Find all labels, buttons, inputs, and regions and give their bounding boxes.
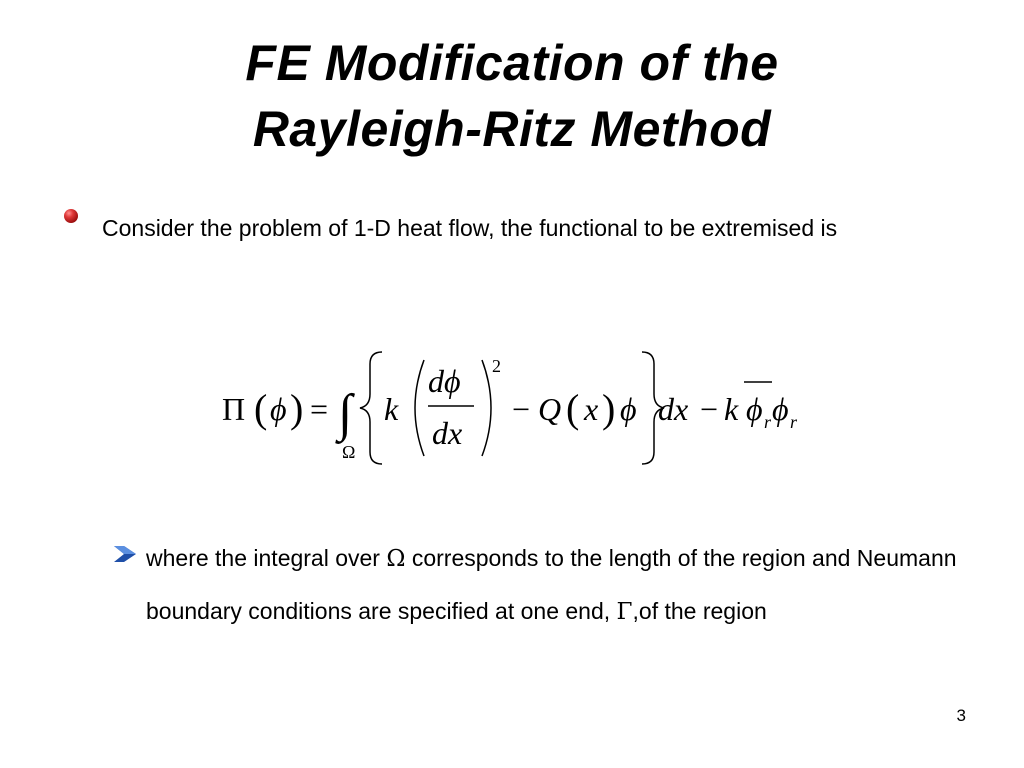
eq-paren-close: ) bbox=[290, 386, 304, 431]
eq-big-paren-left bbox=[415, 360, 424, 456]
title-line-1: FE Modification of the bbox=[245, 35, 779, 91]
gamma-symbol: Γ bbox=[616, 599, 633, 625]
eq-denominator: dx bbox=[432, 415, 463, 451]
omega-symbol: Ω bbox=[386, 546, 406, 572]
eq-phi-2: ϕ bbox=[620, 391, 637, 427]
eq-k-2: k bbox=[724, 391, 739, 427]
eq-subscript-r-2: r bbox=[790, 412, 798, 432]
sub-text-part-2: corresponds to the length of the region and Neumann boundary conditions are specified at one end, bbox=[146, 545, 957, 624]
eq-exponent: 2 bbox=[492, 356, 501, 376]
eq-phi-3: ϕ bbox=[772, 391, 789, 427]
page-number: 3 bbox=[956, 706, 966, 725]
eq-equals: = bbox=[310, 391, 329, 427]
eq-x: x bbox=[584, 391, 599, 427]
eq-k: k bbox=[384, 391, 399, 427]
title-line-2: Rayleigh-Ritz Method bbox=[252, 101, 772, 157]
eq-subscript-r-1: r bbox=[764, 412, 772, 432]
eq-numerator: dϕ bbox=[428, 363, 461, 399]
eq-phi-bar: ϕ bbox=[746, 391, 763, 427]
eq-q-paren-close: ) bbox=[602, 386, 616, 431]
eq-pi: Π bbox=[222, 391, 246, 427]
eq-minus-2: − bbox=[700, 391, 719, 427]
eq-integral: ∫ bbox=[338, 385, 353, 442]
eq-integral-limit-omega: Ω bbox=[342, 442, 356, 462]
functional-equation bbox=[0, 340, 1024, 480]
eq-paren-open: ( bbox=[254, 386, 268, 431]
sub-text-part-3: ,of the region bbox=[632, 598, 767, 624]
eq-phi: ϕ bbox=[270, 391, 287, 427]
eq-dx: dx bbox=[658, 391, 689, 427]
bullet-text: Consider the problem of 1-D heat flow, the functional to be extremised is bbox=[102, 215, 838, 241]
eq-Q: Q bbox=[538, 391, 562, 427]
eq-q-paren-open: ( bbox=[566, 386, 580, 431]
eq-big-paren-right bbox=[482, 360, 491, 456]
red-bullet-icon bbox=[64, 209, 78, 223]
eq-minus-1: − bbox=[512, 391, 531, 427]
sub-bullet-text bbox=[146, 532, 976, 638]
sub-text-part-1: where the integral over bbox=[146, 545, 387, 571]
arrow-bullet-icon bbox=[114, 546, 136, 562]
eq-left-brace bbox=[360, 352, 382, 464]
slide-title bbox=[0, 30, 1024, 162]
